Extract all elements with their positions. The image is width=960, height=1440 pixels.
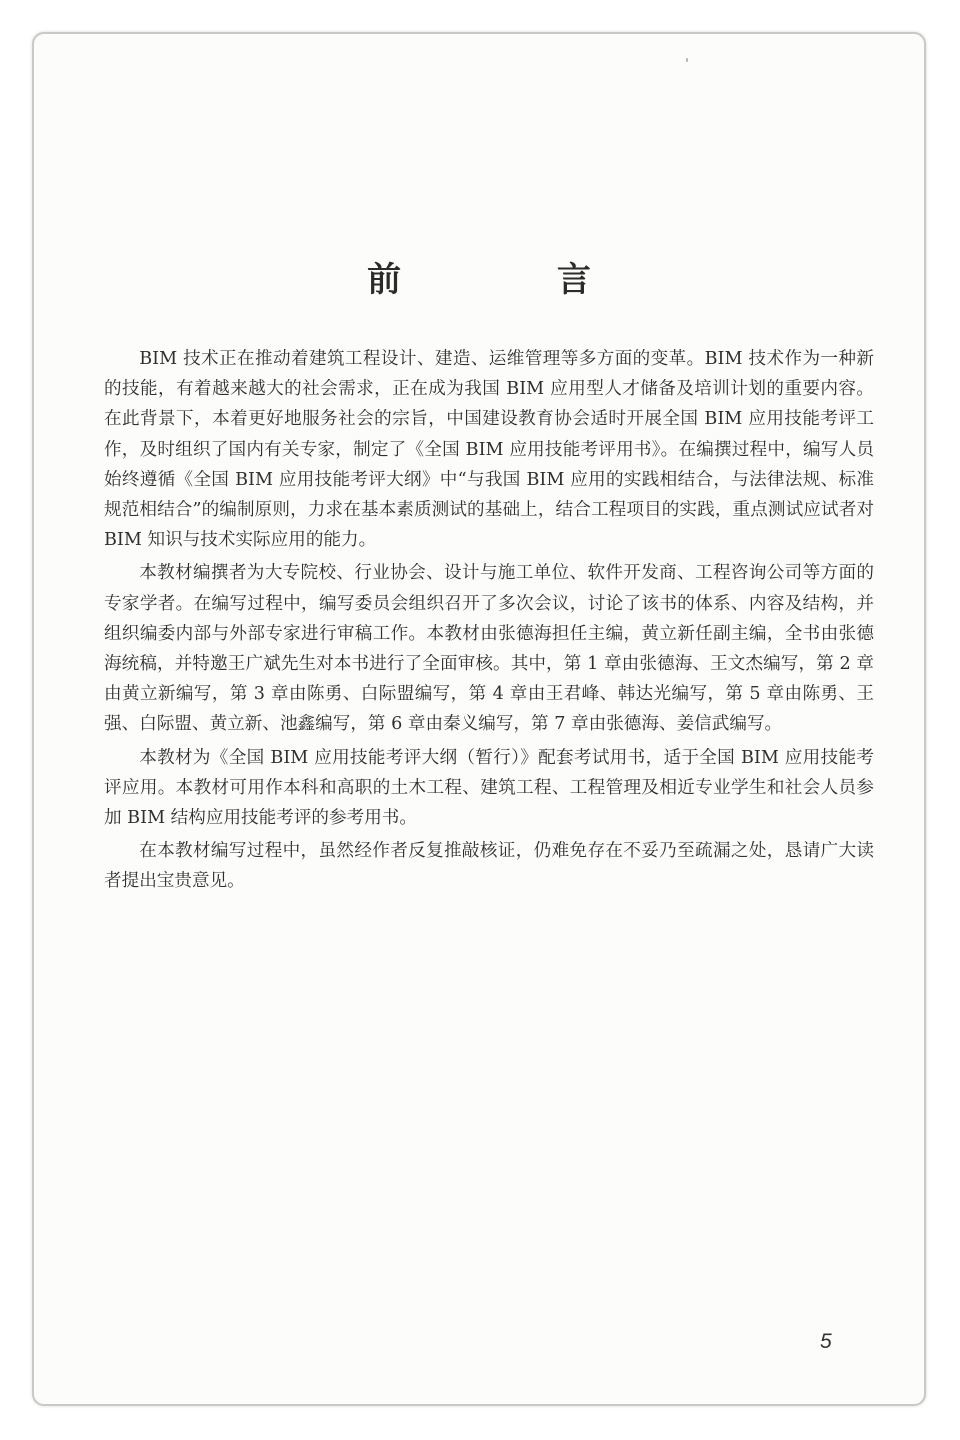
page-title: 前 言 [367,260,663,300]
paragraph: BIM 技术正在推动着建筑工程设计、建造、运维管理等多方面的变革。BIM 技术作为一种新的技能，有着越来越大的社会需求，正在成为我国 BIM 应用型人才储备及培训计划的重要内容。在此背景下，本着更好地服务社会的宗旨，中国建设教育协会适时开展全国 BIM 应用技能考评工作，及时组织了国内有关专家，制定了《全国 BIM 应用技能考评用书》。在编撰过程中，编写人员始终遵循《全国 BIM 应用技能考评大纲》中“与我国 BIM 应用的实践相结合，与法律法规、标准规范相结合”的编制原则，力求在基本素质测试的基础上，结合工程项目的实践，重点测试应试者对 BIM 知识与技术实际应用的能力。 [104,349,874,551]
scan-speck [686,58,688,62]
paragraph: 本教材编撰者为大专院校、行业协会、设计与施工单位、软件开发商、工程咨询公司等方面的专家学者。在编写过程中，编写委员会组织召开了多次会议，讨论了该书的体系、内容及结构，并组织编委内部与外部专家进行审稿工作。本教材由张德海担任主编，黄立新任副主编，全书由张德海统稿，并特邀王广斌先生对本书进行了全面审核。其中，第 1 章由张德海、王文杰编写，第 2 章由黄立新编写，第 3 章由陈勇、白际盟编写，第 4 章由王君峰、韩达光编写，第 5 章由陈勇、王强、白际盟、黄立新、池鑫编写，第 6 章由秦义编写，第 7 章由张德海、姜信武编写。 [104,563,874,735]
preface-body [104,344,874,900]
paragraph: 在本教材编写过程中，虽然经作者反复推敲核证，仍难免存在不妥乃至疏漏之处，恳请广大读者提出宝贵意见。 [104,841,874,892]
book-page [32,32,926,1406]
page-number: 5 [820,1330,832,1353]
paragraph: 本教材为《全国 BIM 应用技能考评大纲（暂行）》配套考试用书，适于全国 BIM 应用技能考评应用。本教材可用作本科和高职的土木工程、建筑工程、工程管理及相近专业学生和社会人员参加 BIM 结构应用技能考评的参考用书。 [104,747,874,829]
